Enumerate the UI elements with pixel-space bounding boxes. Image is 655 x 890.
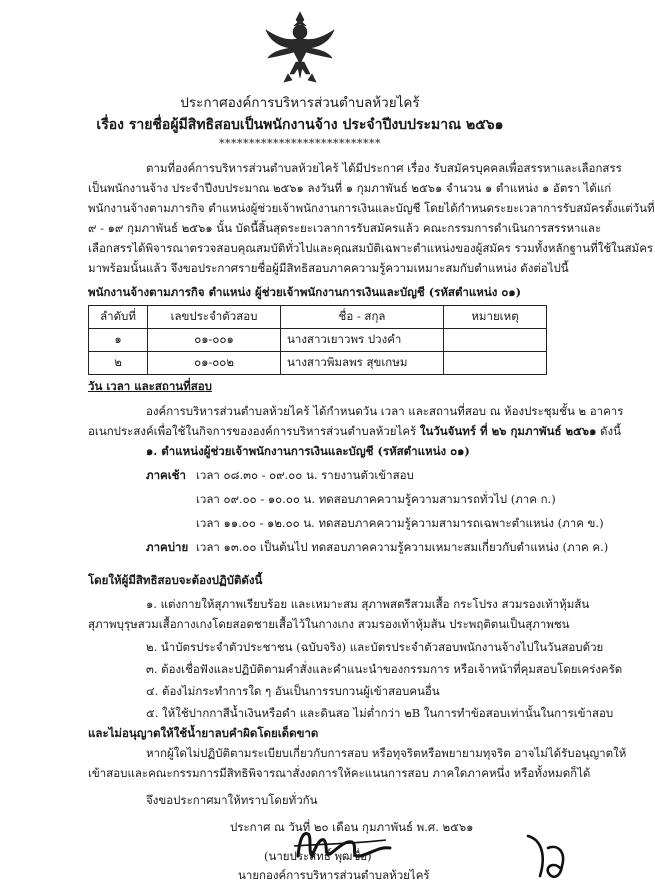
table-header-row xyxy=(89,306,547,329)
intro-line-4: ๙ - ๑๙ กุมภาพันธ์ ๒๕๖๑ นั้น บัดนี้สิ้นสุดระยะเวลาการรับสมัครแล้ว คณะกรรมการดำเนินการสรรหาและ xyxy=(88,221,602,235)
exam-date: ในวันจันทร์ ที่ ๒๖ กุมภาพันธ์ ๒๕๖๑ xyxy=(419,424,597,438)
morning-slot-2: เวลา ๐๙.๐๐ - ๑๐.๐๐ น. ทดสอบภาคความรู้ความสามารถทั่วไป (ภาค ก.) xyxy=(196,492,556,506)
col-header-name: ชื่อ - สกุล xyxy=(281,306,444,329)
afternoon-label: ภาคบ่าย xyxy=(146,540,189,554)
position-heading: พนักงานจ้างตามภารกิจ ตำแหน่ง ผู้ช่วยเจ้าพนักงานการเงินและบัญชี (รหัสตำแหน่ง ๐๑) xyxy=(88,285,522,299)
closing-line: จึงขอประกาศมาให้ทราบโดยทั่วกัน xyxy=(146,793,318,807)
intro-line-2: เป็นพนักงานจ้าง ประจำปีงบประมาณ ๒๕๖๑ ลงวันที่ ๑ กุมภาพันธ์ ๒๕๖๑ จำนวน ๑ ตำแหน่ง ๑ อัตรา ได้แก่ xyxy=(88,181,612,195)
intro-line-1: ตามที่องค์การบริหารส่วนตำบลห้วยไคร้ ได้มีประกาศ เรื่อง รับสมัครบุคคลเพื่อสรรหาและเลือกสรร xyxy=(146,161,622,175)
table-row xyxy=(89,329,547,352)
rule-5a: ๕. ให้ใช้ปากกาสีน้ำเงินหรือดำ และดินสอ ไม่ต่ำกว่า ๒B ในการทำข้อสอบเท่านั้นในการเข้าสอบ xyxy=(146,706,614,720)
rule-4: ๔. ต้องไม่กระทำการใด ๆ อันเป็นการรบกวนผู้เข้าสอบคนอื่น xyxy=(146,684,440,698)
morning-slot-1: เวลา ๐๘.๓๐ - ๐๙.๐๐ น. รายงานตัวเข้าสอบ xyxy=(196,468,414,482)
schedule-intro-2a: อเนกประสงค์เพื่อใช้ในกิจการขององค์การบริหารส่วนตำบลห้วยไคร้ xyxy=(88,424,420,438)
cell-order: ๑ xyxy=(89,329,148,352)
col-header-exam-id: เลขประจำตัวสอบ xyxy=(148,306,281,329)
signer-name: (นายประสิทธิ์ พุฒซื่อ) xyxy=(264,849,372,863)
rule-3: ๓. ต้องเชื่อฟังและปฏิบัติตามคำสั่งและคำแนะนำของกรรมการ หรือเจ้าหน้าที่คุมสอบโดยเคร่งครัด xyxy=(146,662,623,676)
date-line: ประกาศ ณ วันที่ ๒๐ เดือน กุมภาพันธ์ พ.ศ. ๒๕๖๑ xyxy=(230,820,474,834)
separator-stars: *************************** xyxy=(219,137,381,150)
schedule-intro-2c: ดังนี้ xyxy=(596,424,622,438)
rule-1a: ๑. แต่งกายให้สุภาพเรียบร้อย และเหมาะสม สุภาพสตรีสวมเสื้อ กระโปรง สวมรองเท้าหุ้มส้น xyxy=(146,597,590,611)
cell-name: นางสาวพิมลพร สุขเกษม xyxy=(281,352,444,375)
warning-a: หากผู้ใดไม่ปฏิบัติตามระเบียบเกี่ยวกับการสอบ หรือทุจริตหรือพยายามทุจริต อาจไม่ได้รับอนุญาตให้ xyxy=(146,746,627,760)
schedule-heading: วัน เวลา และสถานที่สอบ xyxy=(88,379,212,393)
morning-slot-3: เวลา ๑๑.๐๐ - ๑๒.๐๐ น. ทดสอบภาคความรู้ความสามารถเฉพาะตำแหน่ง (ภาค ข.) xyxy=(196,516,604,530)
org-title: ประกาศองค์การบริหารส่วนตำบลห้วยไคร้ xyxy=(180,95,420,111)
rule-1b: สุภาพบุรุษสวมเสื้อกางเกงโดยสอดชายเสื้อไว้ในกางเกง สวมรองเท้าหุ้มส้น ประพฤติตนเป็นสุภาพชน xyxy=(88,617,570,631)
cell-note xyxy=(444,352,547,375)
morning-label: ภาคเช้า xyxy=(146,468,186,482)
cell-exam-id: ๐๑-๐๐๑ xyxy=(148,329,281,352)
table-row xyxy=(89,352,547,375)
cell-order: ๒ xyxy=(89,352,148,375)
intro-line-3: พนักงานจ้างตามภารกิจ ตำแหน่งผู้ช่วยเจ้าพนักงานการเงินและบัญชี โดยได้กำหนดระยะเวลาการรับสมัครตั้งแต่วันที่ xyxy=(88,201,655,215)
col-header-order: ลำดับที่ xyxy=(89,306,148,329)
handwritten-initials-icon xyxy=(518,826,582,890)
cell-exam-id: ๐๑-๐๐๒ xyxy=(148,352,281,375)
schedule-intro-2 xyxy=(88,426,621,438)
candidate-table xyxy=(88,305,547,375)
col-header-note: หมายเหตุ xyxy=(444,306,547,329)
signer-title: นายกองค์การบริหารส่วนตำบลห้วยไคร้ xyxy=(238,868,430,882)
cell-note xyxy=(444,329,547,352)
cell-name: นางสาวเยาวพร ปวงคำ xyxy=(281,329,444,352)
intro-line-6: มาพร้อมนั้นแล้ว จึงขอประกาศรายชื่อผู้มีสิทธิสอบภาคความรู้ความเหมาะสมกับตำแหน่ง ดังต่อไปนี้ xyxy=(88,261,569,275)
announcement-subject: เรื่อง รายชื่อผู้มีสิทธิสอบเป็นพนักงานจ้าง ประจำปีงบประมาณ ๒๕๖๑ xyxy=(96,117,504,133)
schedule-item-title: ๑. ตำแหน่งผู้ช่วยเจ้าพนักงานการเงินและบัญชี (รหัสตำแหน่ง ๐๑) xyxy=(146,444,470,458)
rules-heading: โดยให้ผู้มีสิทธิสอบจะต้องปฏิบัติดังนี้ xyxy=(88,573,263,587)
schedule-intro-1: องค์การบริหารส่วนตำบลห้วยไคร้ ได้กำหนดวัน เวลา และสถานที่สอบ ณ ห้องประชุมชั้น ๒ อาคาร xyxy=(146,404,624,418)
rule-5b: และไม่อนุญาตให้ใช้น้ำยาลบคำผิดโดยเด็ดขาด xyxy=(88,726,319,740)
afternoon-slot-1: เวลา ๑๓.๐๐ เป็นต้นไป ทดสอบภาคความรู้ความเหมาะสมเกี่ยวกับตำแหน่ง (ภาค ค.) xyxy=(196,540,609,554)
warning-b: เข้าสอบและคณะกรรมการมีสิทธิพิจารณาสั่งงดการให้คะแนนการสอบ ภาคใดภาคหนึ่ง หรือทั้งหมดก็ได้ xyxy=(88,766,591,780)
rule-2: ๒. นำบัตรประจำตัวประชาชน (ฉบับจริง) และบัตรประจำตัวสอบพนักงานจ้างไปในวันสอบด้วย xyxy=(146,640,604,654)
intro-line-5: เลือกสรรได้พิจารณาตรวจสอบคุณสมบัติทั่วไปและคุณสมบัติเฉพาะตำแหน่งของผู้สมัคร รวมทั้งหลักฐานที่ใช้ในสมัคร xyxy=(88,241,654,255)
garuda-emblem-icon xyxy=(260,8,340,88)
